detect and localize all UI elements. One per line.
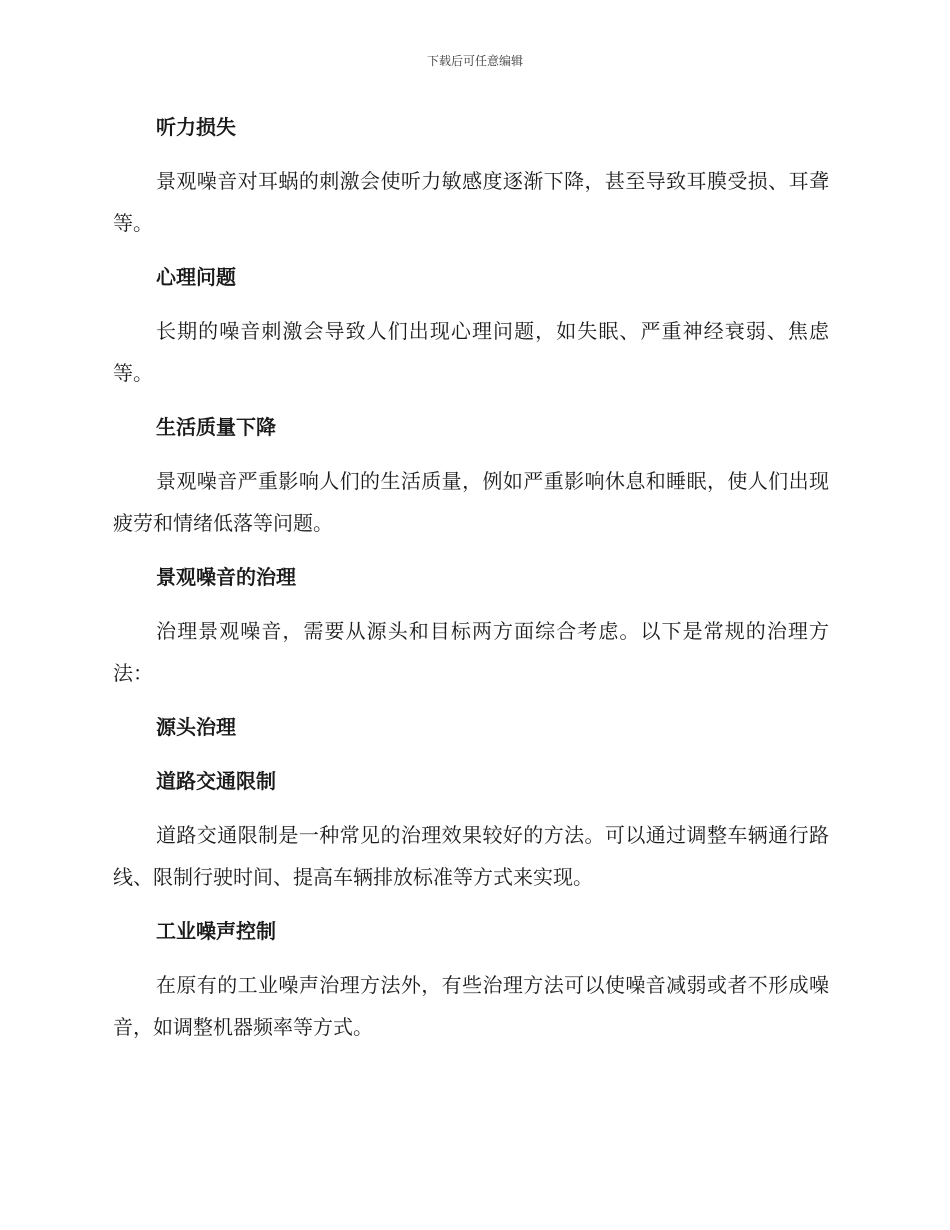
- document-body: [113, 106, 829, 1060]
- paragraph-hearing-loss: 景观噪音对耳蜗的刺激会使听力敏感度逐渐下降，甚至导致耳膜受损、耳聋等。: [113, 169, 829, 235]
- heading-psychological-problems: 心理问题: [156, 265, 236, 289]
- paragraph-psychological-problems: 长期的噪音刺激会导致人们出现心理问题，如失眠、严重神经衰弱、焦虑等。: [113, 319, 829, 385]
- heading-hearing-loss: 听力损失: [156, 115, 236, 139]
- heading-industrial-noise-control: 工业噪声控制: [156, 919, 276, 943]
- heading-quality-of-life: 生活质量下降: [156, 415, 276, 439]
- paragraph-industrial-noise-control: 在原有的工业噪声治理方法外，有些治理方法可以使噪音减弱或者不形成噪音，如调整机器频率等方式。: [113, 973, 829, 1039]
- paragraph-quality-of-life: 景观噪音严重影响人们的生活质量，例如严重影响休息和睡眠，使人们出现疲劳和情绪低落等问题。: [113, 469, 829, 535]
- heading-noise-governance: 景观噪音的治理: [156, 565, 296, 589]
- paragraph-noise-governance: 治理景观噪音，需要从源头和目标两方面综合考虑。以下是常规的治理方法：: [113, 619, 829, 685]
- heading-source-governance: 源头治理: [156, 715, 236, 739]
- heading-road-traffic-restriction: 道路交通限制: [156, 769, 276, 793]
- page-header: 下载后可任意编辑: [426, 54, 523, 68]
- paragraph-road-traffic-restriction: 道路交通限制是一种常见的治理效果较好的方法。可以通过调整车辆通行路线、限制行驶时间、提高车辆排放标准等方式来实现。: [113, 823, 829, 889]
